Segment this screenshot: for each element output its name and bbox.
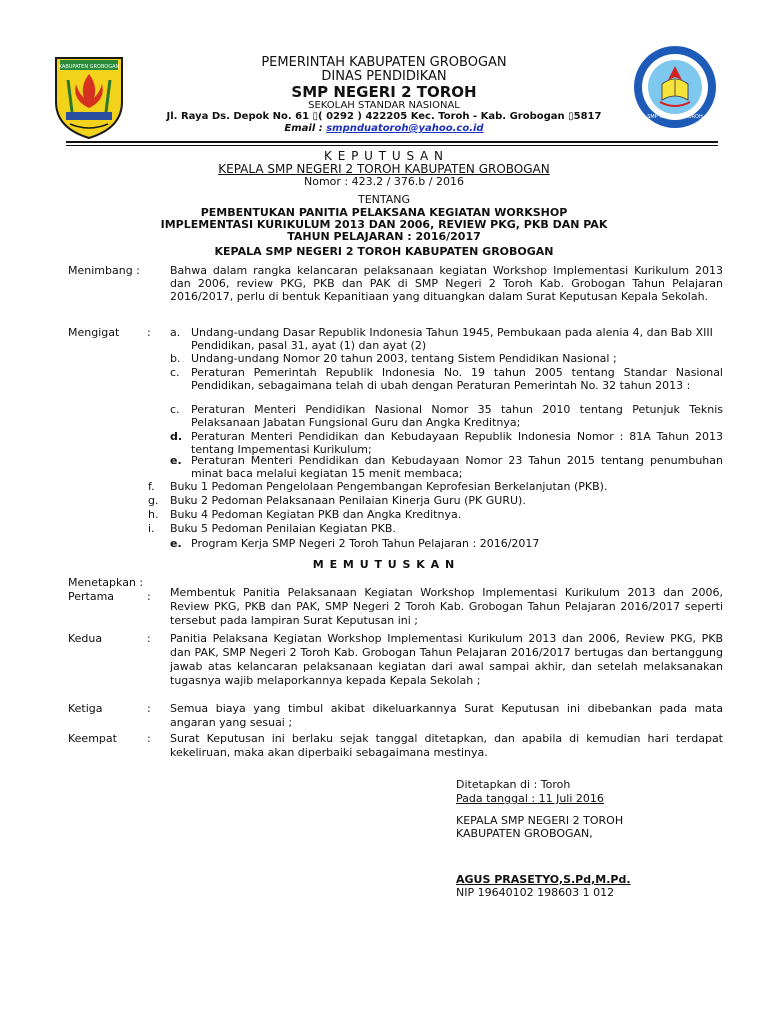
book-letter: i. bbox=[148, 522, 155, 535]
kepala-heading: KEPALA SMP NEGERI 2 TOROH KABUPATEN GROBOGAN bbox=[214, 245, 554, 258]
header-email-line bbox=[0, 123, 768, 135]
email-link[interactable]: smpnduatoroh@yahoo.co.id bbox=[326, 123, 484, 134]
keputusan-title: K E P U T U S A N bbox=[324, 149, 444, 163]
decision-text: Surat Keputusan ini berlaku sejak tanggal ditetapkan, dan apabila di kemudian hari terdapat kekeliruan, maka akan diperbaiki sebagaimana mestinya. bbox=[170, 732, 723, 759]
mengigat-label: Mengigat bbox=[68, 326, 120, 339]
svg-text:KABUPATEN GROBOGAN: KABUPATEN GROBOGAN bbox=[58, 64, 120, 70]
memutuskan-heading: M E M U T U S K A N bbox=[312, 558, 456, 571]
subject-line-3: TAHUN PELAJARAN : 2016/2017 bbox=[287, 230, 481, 243]
decision-colon: : bbox=[147, 702, 151, 715]
decision-label: Ketiga bbox=[68, 702, 103, 715]
book-item: Buku 5 Pedoman Penilaian Kegiatan PKB. bbox=[170, 522, 396, 535]
header-school-status: SEKOLAH STANDAR NASIONAL bbox=[308, 100, 460, 111]
signature-date: Pada tanggal : 11 Juli 2016 bbox=[456, 792, 604, 805]
header-rule bbox=[66, 141, 718, 146]
decree-number: Nomor : 423.2 / 376.b / 2016 bbox=[304, 175, 464, 188]
subject-line-2: IMPLEMENTASI KURIKULUM 2013 DAN 2006, REVIEW PKG, PKB DAN PAK bbox=[160, 218, 608, 231]
book-letter: f. bbox=[148, 480, 155, 493]
email-label: Email : bbox=[284, 123, 323, 134]
mengigat-letter: c. bbox=[170, 403, 180, 416]
mengigat-letter: e. bbox=[170, 454, 182, 467]
mengigat-letter: c. bbox=[170, 366, 180, 379]
decision-colon: : bbox=[147, 732, 151, 745]
svg-text:SMP NEGERI 2 TOROH: SMP NEGERI 2 TOROH bbox=[647, 114, 703, 120]
mengigat-item: Undang-undang Dasar Republik Indonesia Tahun 1945, Pembukaan pada alenia 4, dan Bab XIII Pendidikan, pasal 31, ayat (1) dan ayat (2) bbox=[191, 326, 713, 352]
signature-nip: NIP 19640102 198603 1 012 bbox=[456, 886, 615, 899]
decree-issuer: KEPALA SMP NEGERI 2 TOROH KABUPATEN GROBOGAN bbox=[218, 162, 550, 176]
mengigat-item: Undang-undang Nomor 20 tahun 2003, tentang Sistem Pendidikan Nasional ; bbox=[191, 352, 617, 365]
header-address: Jl. Raya Ds. Depok No. 61 ▯( 0292 ) 422205 Kec. Toroh - Kab. Grobogan ▯5817 bbox=[166, 111, 602, 122]
menimbang-text: Bahwa dalam rangka kelancaran pelaksanaan kegiatan Workshop Implementasi Kurikulum 2013 dan 2006, review PKG, PKB dan PAK di SMP Negeri 2 Toroh Kab. Grobogan Tahun Pelajaran 2016/2017, perlu di bentuk Kepanitiaan yang dituangkan dalam Surat Keputusan Kepala Sekolah. bbox=[170, 264, 723, 303]
menetapkan-label: Menetapkan : bbox=[68, 576, 144, 589]
mengigat-item: Peraturan Menteri Pendidikan Nasional Nomor 35 tahun 2010 tentang Petunjuk Teknis Pelaksanaan Jabatan Fungsional Guru dan Angka Kreditnya; bbox=[191, 403, 723, 429]
header-government: PEMERINTAH KABUPATEN GROBOGAN bbox=[261, 55, 507, 70]
mengigat-item: Peraturan Menteri Pendidikan dan Kebudayaan Republik Indonesia Nomor : 81A Tahun 2013 tentang Impementasi Kurikulum; bbox=[191, 430, 723, 456]
header-department: DINAS PENDIDIKAN bbox=[321, 69, 447, 84]
book-item: Buku 4 Pedoman Kegiatan PKB dan Angka Kreditnya. bbox=[170, 508, 462, 521]
program-item: Program Kerja SMP Negeri 2 Toroh Tahun Pelajaran : 2016/2017 bbox=[191, 537, 540, 550]
subject-line-1: PEMBENTUKAN PANITIA PELAKSANA KEGIATAN WORKSHOP bbox=[200, 206, 568, 219]
decision-text: Membentuk Panitia Pelaksanaan Kegiatan Workshop Implementasi Kurikulum 2013 dan 2006, Review PKG, PKB dan PAK, SMP Negeri 2 Toroh Kab. Grobogan Tahun Pelajaran 2016/2017 seperti tersebut pada lampiran Surat Keputusan ini ; bbox=[170, 586, 723, 627]
book-item: Buku 2 Pedoman Pelaksanaan Penilaian Kinerja Guru (PK GURU). bbox=[170, 494, 526, 507]
mengigat-letter: b. bbox=[170, 352, 181, 365]
program-letter: e. bbox=[170, 537, 182, 550]
tentang-label: TENTANG bbox=[357, 193, 411, 206]
mengigat-item: Peraturan Pemerintah Republik Indonesia No. 19 tahun 2005 tentang Standar Nasional Pendidikan, sebagaimana telah di ubah dengan Peraturan Pemerintah No. 32 tahun 2013 : bbox=[191, 366, 723, 392]
decision-label: Pertama bbox=[68, 590, 115, 603]
decision-label: Keempat bbox=[68, 732, 117, 745]
mengigat-colon: : bbox=[147, 326, 151, 339]
mengigat-letter: d. bbox=[170, 430, 183, 443]
signature-place: Ditetapkan di : Toroh bbox=[456, 778, 571, 791]
header-school-name: SMP NEGERI 2 TOROH bbox=[291, 83, 477, 101]
decision-label: Kedua bbox=[68, 632, 103, 645]
signature-title-1: KEPALA SMP NEGERI 2 TOROH bbox=[456, 814, 624, 827]
mengigat-item: Peraturan Menteri Pendidikan dan Kebudayaan Nomor 23 Tahun 2015 tentang penumbuhan minat baca melalui kegiatan 15 menit membaca; bbox=[191, 454, 723, 480]
book-letter: g. bbox=[148, 494, 159, 507]
decision-colon: : bbox=[147, 590, 151, 603]
signature-name: AGUS PRASETYO,S.Pd,M.Pd. bbox=[456, 873, 631, 886]
menimbang-label: Menimbang : bbox=[68, 264, 140, 277]
decision-text: Semua biaya yang timbul akibat dikeluarkannya Surat Keputusan ini dibebankan pada mata angaran yang sesuai ; bbox=[170, 702, 723, 729]
book-item: Buku 1 Pedoman Pengelolaan Pengembangan Keprofesian Berkelanjutan (PKB). bbox=[170, 480, 608, 493]
signature-title-2: KABUPATEN GROBOGAN, bbox=[456, 827, 593, 840]
decision-colon: : bbox=[147, 632, 151, 645]
decision-text: Panitia Pelaksana Kegiatan Workshop Implementasi Kurikulum 2013 dan 2006, Review PKG, PKB dan PAK, SMP Negeri 2 Toroh Kab. Grobogan Tahun Pelajaran 2016/2017 bertugas dan bertanggung jawab atas kelancaran pelaksanaan kegiatan dari awal sampai akhir, dan setelah melaksanakan tugasnya wajib melaporkannya kepada Kepala Sekolah ; bbox=[170, 632, 723, 687]
mengigat-letter: a. bbox=[170, 326, 181, 339]
book-letter: h. bbox=[148, 508, 159, 521]
